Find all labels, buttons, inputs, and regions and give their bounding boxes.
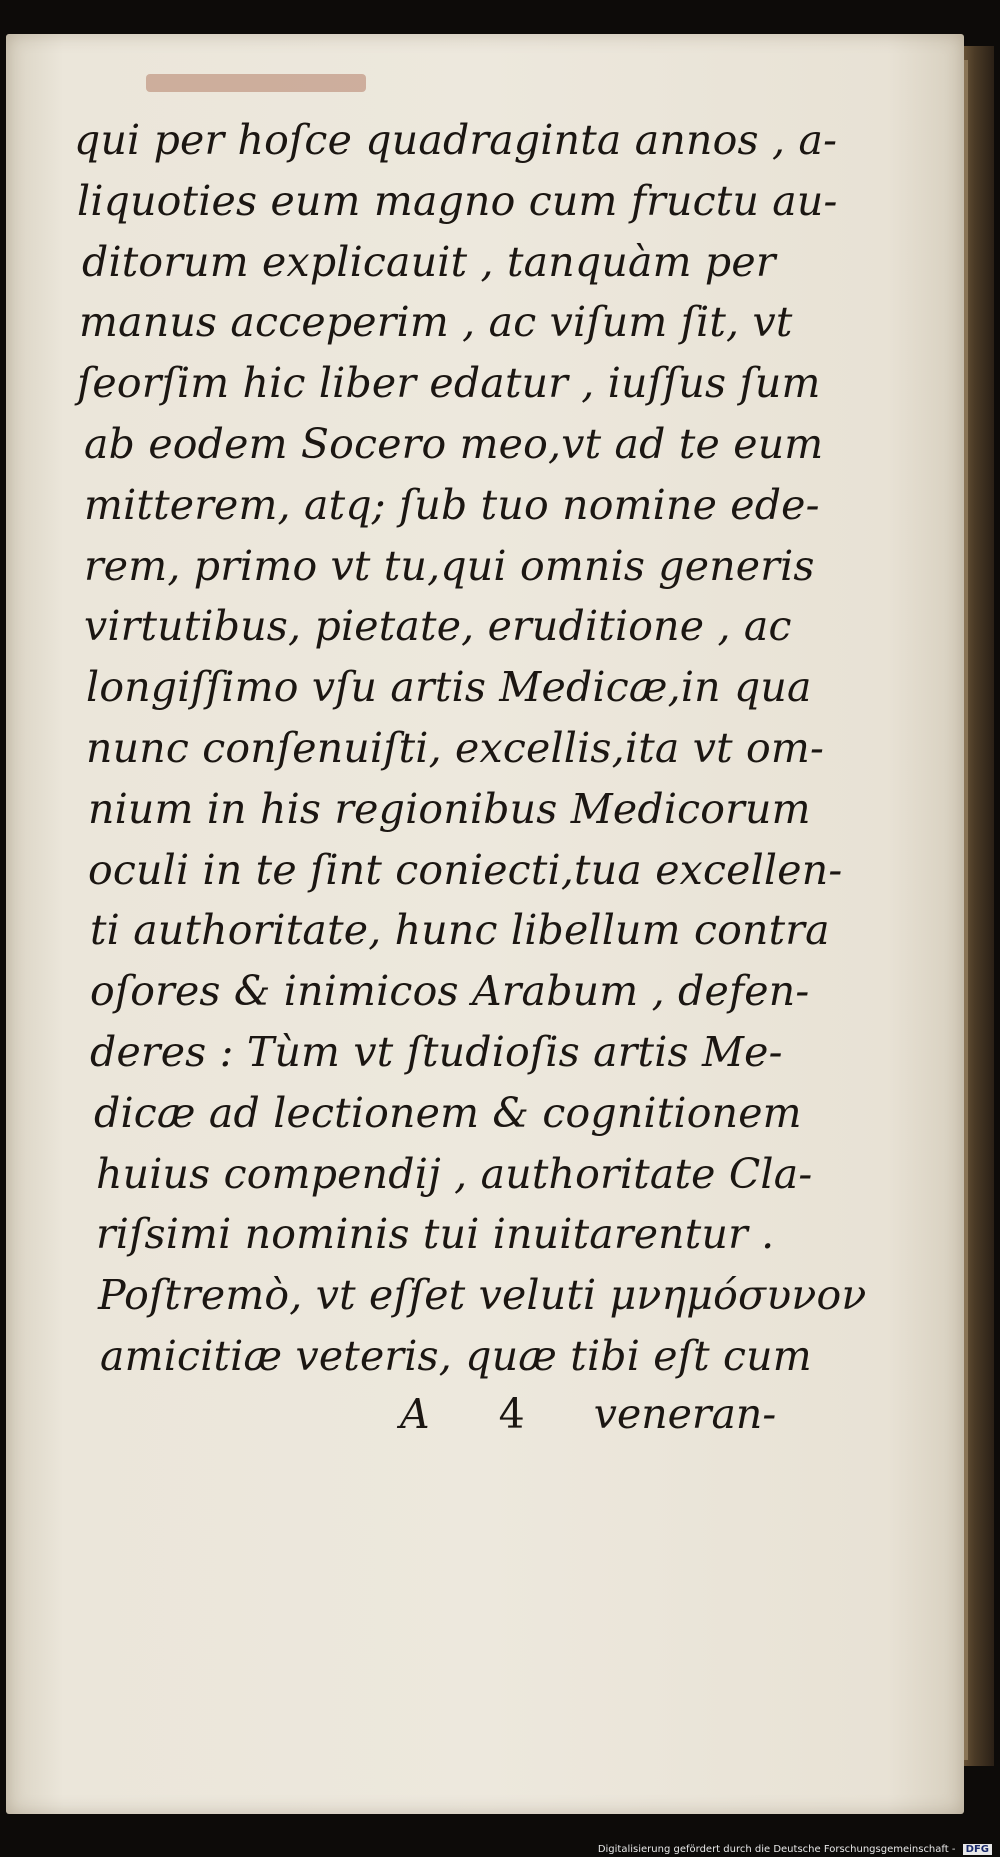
text-line: qui per hoſce quadraginta annos , a- [74, 116, 838, 164]
text-line: oſores & inimicos Arabum , defen- [90, 967, 810, 1016]
catchword: veneran- [593, 1390, 777, 1438]
credit-text: Digitalisierung gefördert durch die Deutsche Forschungsgemeinschaft - [597, 1844, 956, 1855]
text-line: mitterem, atq; ſub tuo nomine ede- [84, 480, 820, 529]
text-line: longiſſimo vſu artis Medicæ,in qua [86, 663, 812, 712]
dfg-logo: DFG [963, 1844, 992, 1855]
text-line: Poſtremò, vt eſſet veluti μνημόσυνον [98, 1271, 867, 1320]
text-line: nium in his regionibus Medicorum [88, 784, 811, 833]
text-line: oculi in te ſint coniecti,tua excellen- [88, 845, 843, 894]
digitization-credit [598, 1844, 992, 1855]
text-line: deres : Tùm vt ſtudioſis artis Me- [90, 1027, 783, 1076]
signature-number: 4 [498, 1390, 525, 1438]
text-line: dicæ ad lectionem & cognitionem [94, 1088, 802, 1137]
text-line: virtutibus, pietate, eruditione , ac [84, 602, 792, 651]
text-line: nunc conſenuiſti, excellis,ita vt om- [86, 723, 825, 772]
text-line: liquoties eum magno cum fructu au- [77, 176, 838, 225]
text-line: ſeorſim hic liber edatur , iuſſus ſum [77, 359, 821, 408]
page-edge-highlight [964, 60, 968, 1760]
paper-stain [146, 74, 366, 92]
text-line: ab eodem Socero meo,vt ad te eum [84, 419, 824, 468]
text-line: rem, primo vt tu,qui omnis generis [84, 541, 815, 590]
text-line: ditorum explicauit , tanquàm per [82, 237, 776, 286]
body-text [74, 110, 867, 1387]
text-line: ti authoritate, hunc libellum contra [90, 906, 830, 955]
signature-mark: A [400, 1390, 430, 1438]
text-line: manus acceperim , ac viſum ſit, vt [79, 298, 793, 347]
text-line: riſsimi nominis tui inuitarentur . [96, 1210, 775, 1259]
catchword-line [400, 1390, 776, 1438]
text-line: amicitiæ veteris, quæ tibi eſt cum [100, 1331, 812, 1380]
text-line: huius compendij , authoritate Cla- [96, 1149, 813, 1198]
